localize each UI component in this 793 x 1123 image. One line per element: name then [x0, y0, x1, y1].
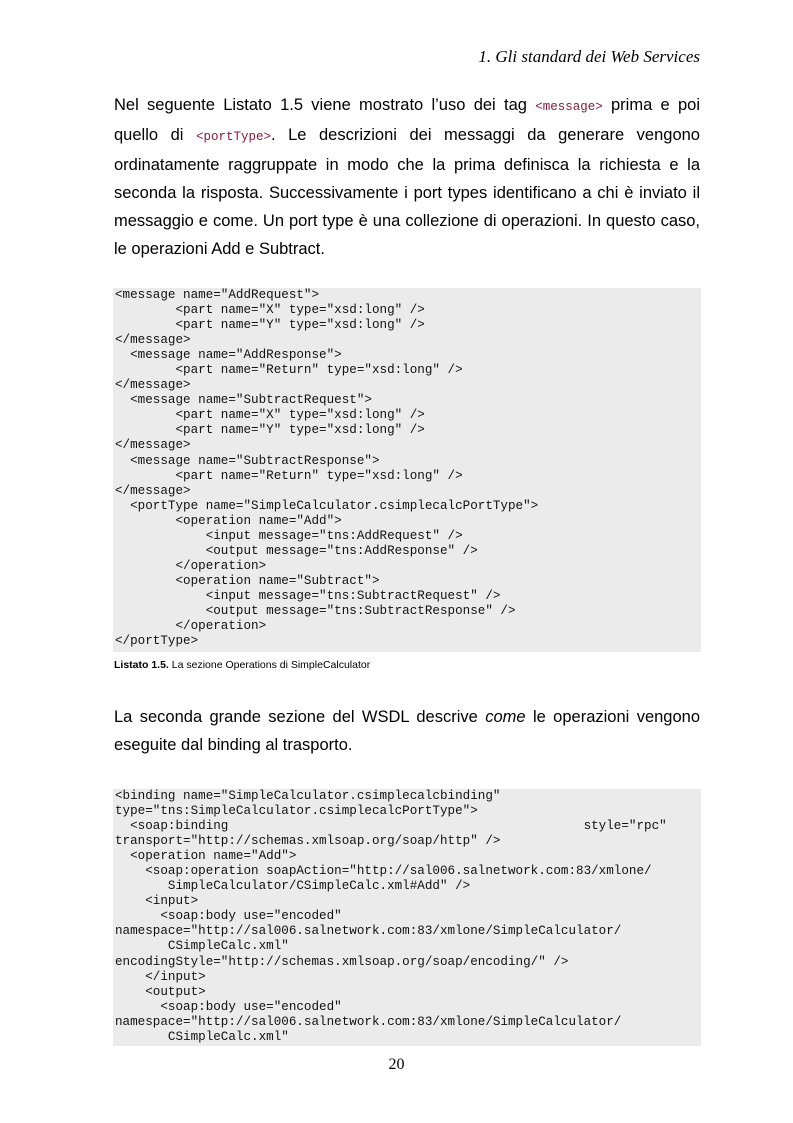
- code-line: <output message="tns:SubtractResponse" />: [115, 603, 516, 618]
- code-listing-operations: [113, 288, 701, 652]
- code-line: <part name="Y" type="xsd:long" />: [115, 423, 425, 438]
- paragraph-text: Nel seguente Listato 1.5 viene mostrato l’uso dei tag: [114, 96, 536, 114]
- code-line: </portType>: [115, 634, 199, 649]
- code-line: <part name="Y" type="xsd:long" />: [115, 318, 425, 333]
- code-line: <part name="Return" type="xsd:long" />: [115, 363, 463, 378]
- code-line: </message>: [115, 483, 191, 498]
- code-line: <part name="X" type="xsd:long" />: [115, 303, 425, 318]
- paragraph-text: prima e poi quello di: [114, 96, 700, 144]
- binding-paragraph: [114, 703, 700, 759]
- code-line: <part name="X" type="xsd:long" />: [115, 408, 425, 423]
- caption-label: Listato 1.5.: [114, 659, 169, 671]
- code-line: </message>: [115, 438, 191, 453]
- page-number: 20: [388, 1056, 405, 1073]
- code-line: <operation name="Add">: [115, 513, 342, 528]
- code-line: <operation name="Add">: [115, 849, 297, 864]
- porttype-tag-code: <portType>: [195, 130, 271, 144]
- paragraph-text: La seconda grande sezione del WSDL descrive: [114, 708, 486, 726]
- message-tag-code: <message>: [535, 100, 603, 114]
- code-line: type="tns:SimpleCalculator.csimplecalcPortType">: [115, 804, 478, 819]
- code-line: transport="http://schemas.xmlsoap.org/soap/http" />: [115, 834, 501, 849]
- code-line: <message name="SubtractResponse">: [115, 453, 380, 468]
- code-line: </message>: [115, 378, 191, 393]
- code-line: <message name="AddRequest">: [115, 288, 320, 302]
- code-line: CSimpleCalc.xml": [115, 939, 289, 954]
- code-line: </message>: [115, 333, 191, 348]
- code-line: <output>: [115, 984, 206, 999]
- code-line: <soap:body use="encoded": [115, 999, 342, 1014]
- code-line: <soap:body use="encoded": [115, 909, 342, 924]
- code-line: <binding name="SimpleCalculator.csimplecalcbinding": [115, 789, 501, 803]
- code-line: namespace="http://sal006.salnetwork.com:83/xmlone/SimpleCalculator/: [115, 1014, 622, 1029]
- code-line: </operation>: [115, 558, 267, 573]
- code-line: SimpleCalculator/CSimpleCalc.xml#Add" />: [115, 879, 471, 894]
- code-line: <input>: [115, 894, 199, 909]
- running-header: 1. Gli standard dei Web Services: [478, 47, 700, 66]
- code-line: <output message="tns:AddResponse" />: [115, 543, 478, 558]
- code-line: <operation name="Subtract">: [115, 573, 380, 588]
- code-line: <message name="AddResponse">: [115, 348, 342, 363]
- code-line: <part name="Return" type="xsd:long" />: [115, 468, 463, 483]
- emphasis-text: come: [485, 708, 526, 726]
- caption-text: La sezione Operations di SimpleCalculator: [168, 659, 371, 671]
- code-line: <portType name="SimpleCalculator.csimplecalcPortType">: [115, 498, 539, 513]
- listing-caption: [114, 659, 370, 671]
- code-line: <message name="SubtractRequest">: [115, 393, 372, 408]
- code-listing-binding: [113, 789, 701, 1046]
- code-line: CSimpleCalc.xml": [115, 1029, 289, 1044]
- intro-paragraph: [114, 91, 700, 263]
- code-line: </input>: [115, 969, 206, 984]
- code-line: <soap:binding style="rpc": [115, 819, 667, 834]
- code-line: </operation>: [115, 619, 267, 634]
- paragraph-text: le operazioni vengono eseguite dal binding al trasporto.: [114, 708, 701, 754]
- code-line: encodingStyle="http://schemas.xmlsoap.org/soap/encoding/" />: [115, 954, 569, 969]
- paragraph-text: . Le descrizioni dei messaggi da generare vengono ordinatamente raggruppate in modo che la prima definisca la richiesta e la seconda la risposta. Successivamente i port types identificano a chi è inviato il messaggio e come. Un port type è una collezione di operazioni. In questo caso, le operazioni Add e Subtract.: [114, 126, 700, 258]
- code-line: <input message="tns:AddRequest" />: [115, 528, 463, 543]
- code-line: <input message="tns:SubtractRequest" />: [115, 588, 501, 603]
- code-line: namespace="http://sal006.salnetwork.com:83/xmlone/SimpleCalculator/: [115, 924, 622, 939]
- code-line: <soap:operation soapAction="http://sal006.salnetwork.com:83/xmlone/: [115, 864, 652, 879]
